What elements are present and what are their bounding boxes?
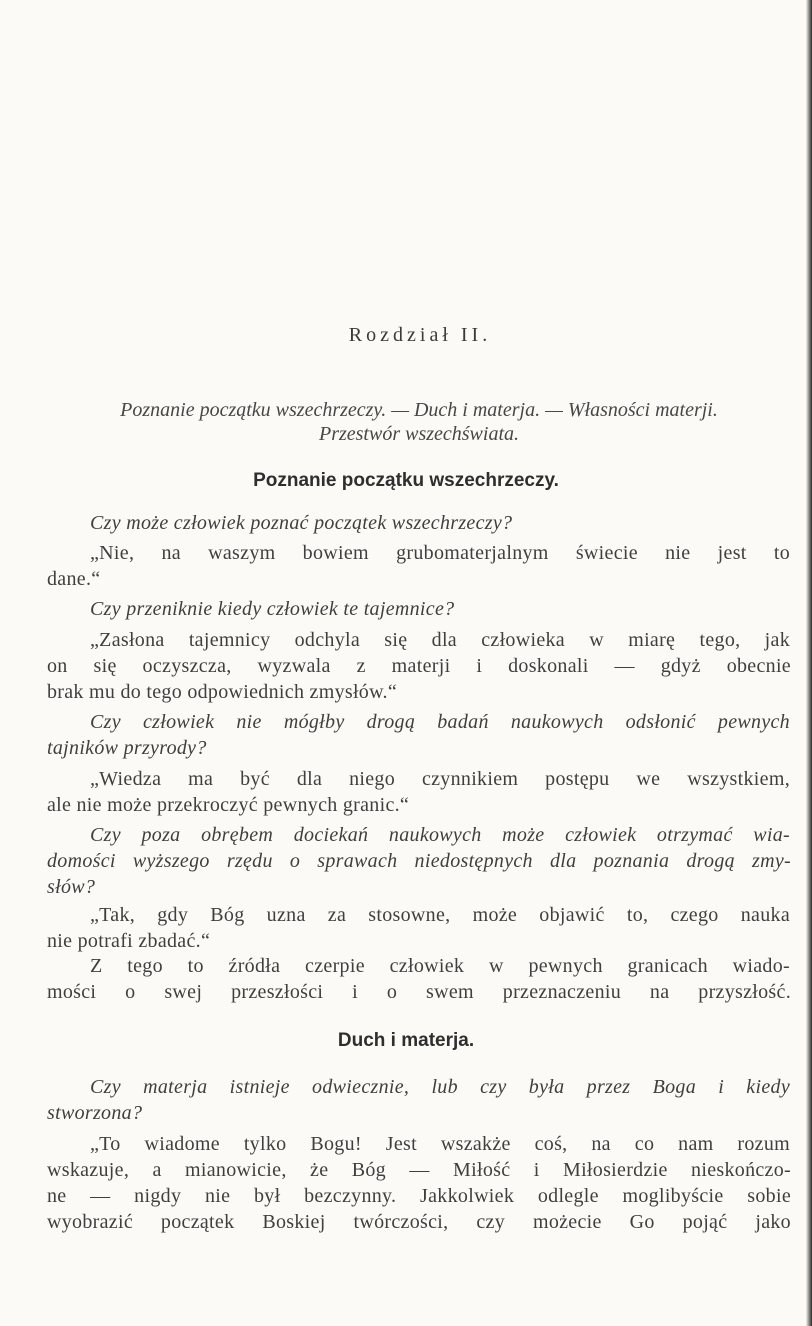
question-line: Czy poza obrębem dociekań naukowych może człowiek otrzymać wia-: [90, 824, 790, 846]
answer-line: brak mu do tego odpowiednich zmysłów.“: [47, 681, 398, 703]
question-line: tajników przyrody?: [47, 737, 207, 759]
page-edge-shadow: [806, 0, 812, 1326]
answer-line: mości o swej przeszłości i o swem przeznaczeniu na przyszłość.: [47, 981, 791, 1003]
chapter-summary-line: Przestwór wszechświata.: [318, 423, 520, 445]
question-line: domości wyższego rzędu o sprawach niedostępnych dla poznania drogą zmy-: [47, 850, 791, 872]
answer-line: Z tego to źródła czerpie człowiek w pewnych granicach wiado-: [90, 955, 790, 977]
question-line: Czy człowiek nie mógłby drogą badań naukowych odsłonić pewnych: [90, 711, 790, 733]
answer-line: „Wiedza ma być dla niego czynnikiem postępu we wszystkiem,: [90, 768, 790, 790]
section-heading: Duch i materja.: [337, 1030, 475, 1051]
chapter-title: Rozdział II.: [348, 324, 492, 346]
answer-line: on się oczyszcza, wyzwala z materji i doskonali — gdyż obecnie: [47, 655, 791, 677]
answer-line: dane.“: [47, 568, 101, 590]
question-line: słów?: [47, 876, 96, 898]
answer-line: „Tak, gdy Bóg uzna za stosowne, może objawić to, czego nauka: [90, 904, 790, 926]
answer-line: wskazuje, a mianowicie, że Bóg — Miłość i Miłosierdzie nieskończo-: [47, 1159, 791, 1181]
answer-line: nie potrafi zbadać.“: [47, 930, 211, 952]
answer-line: ne — nigdy nie był bezczynny. Jakkolwiek odlegle moglibyście sobie: [47, 1185, 791, 1207]
chapter-summary-line: Poznanie początku wszechrzeczy. — Duch i materja. — Własności materji.: [120, 399, 718, 421]
question-line: Czy może człowiek poznać początek wszechrzeczy?: [90, 512, 513, 534]
question-line: stworzona?: [47, 1102, 143, 1124]
answer-line: „Nie, na waszym bowiem grubomaterjalnym świecie nie jest to: [90, 542, 790, 564]
question-line: Czy materja istnieje odwiecznie, lub czy była przez Boga i kiedy: [90, 1076, 790, 1098]
answer-line: „To wiadome tylko Bogu! Jest wszakże coś, na co nam rozum: [90, 1133, 790, 1155]
answer-line: wyobrazić początek Boskiej twórczości, czy możecie Go pojąć jako: [47, 1211, 791, 1233]
answer-line: ale nie może przekroczyć pewnych granic.“: [47, 794, 410, 816]
question-line: Czy przeniknie kiedy człowiek te tajemnice?: [90, 598, 455, 620]
answer-line: „Zasłona tajemnicy odchyla się dla człowieka w miarę tego, jak: [90, 629, 790, 651]
section-heading: Poznanie początku wszechrzeczy.: [253, 470, 559, 491]
